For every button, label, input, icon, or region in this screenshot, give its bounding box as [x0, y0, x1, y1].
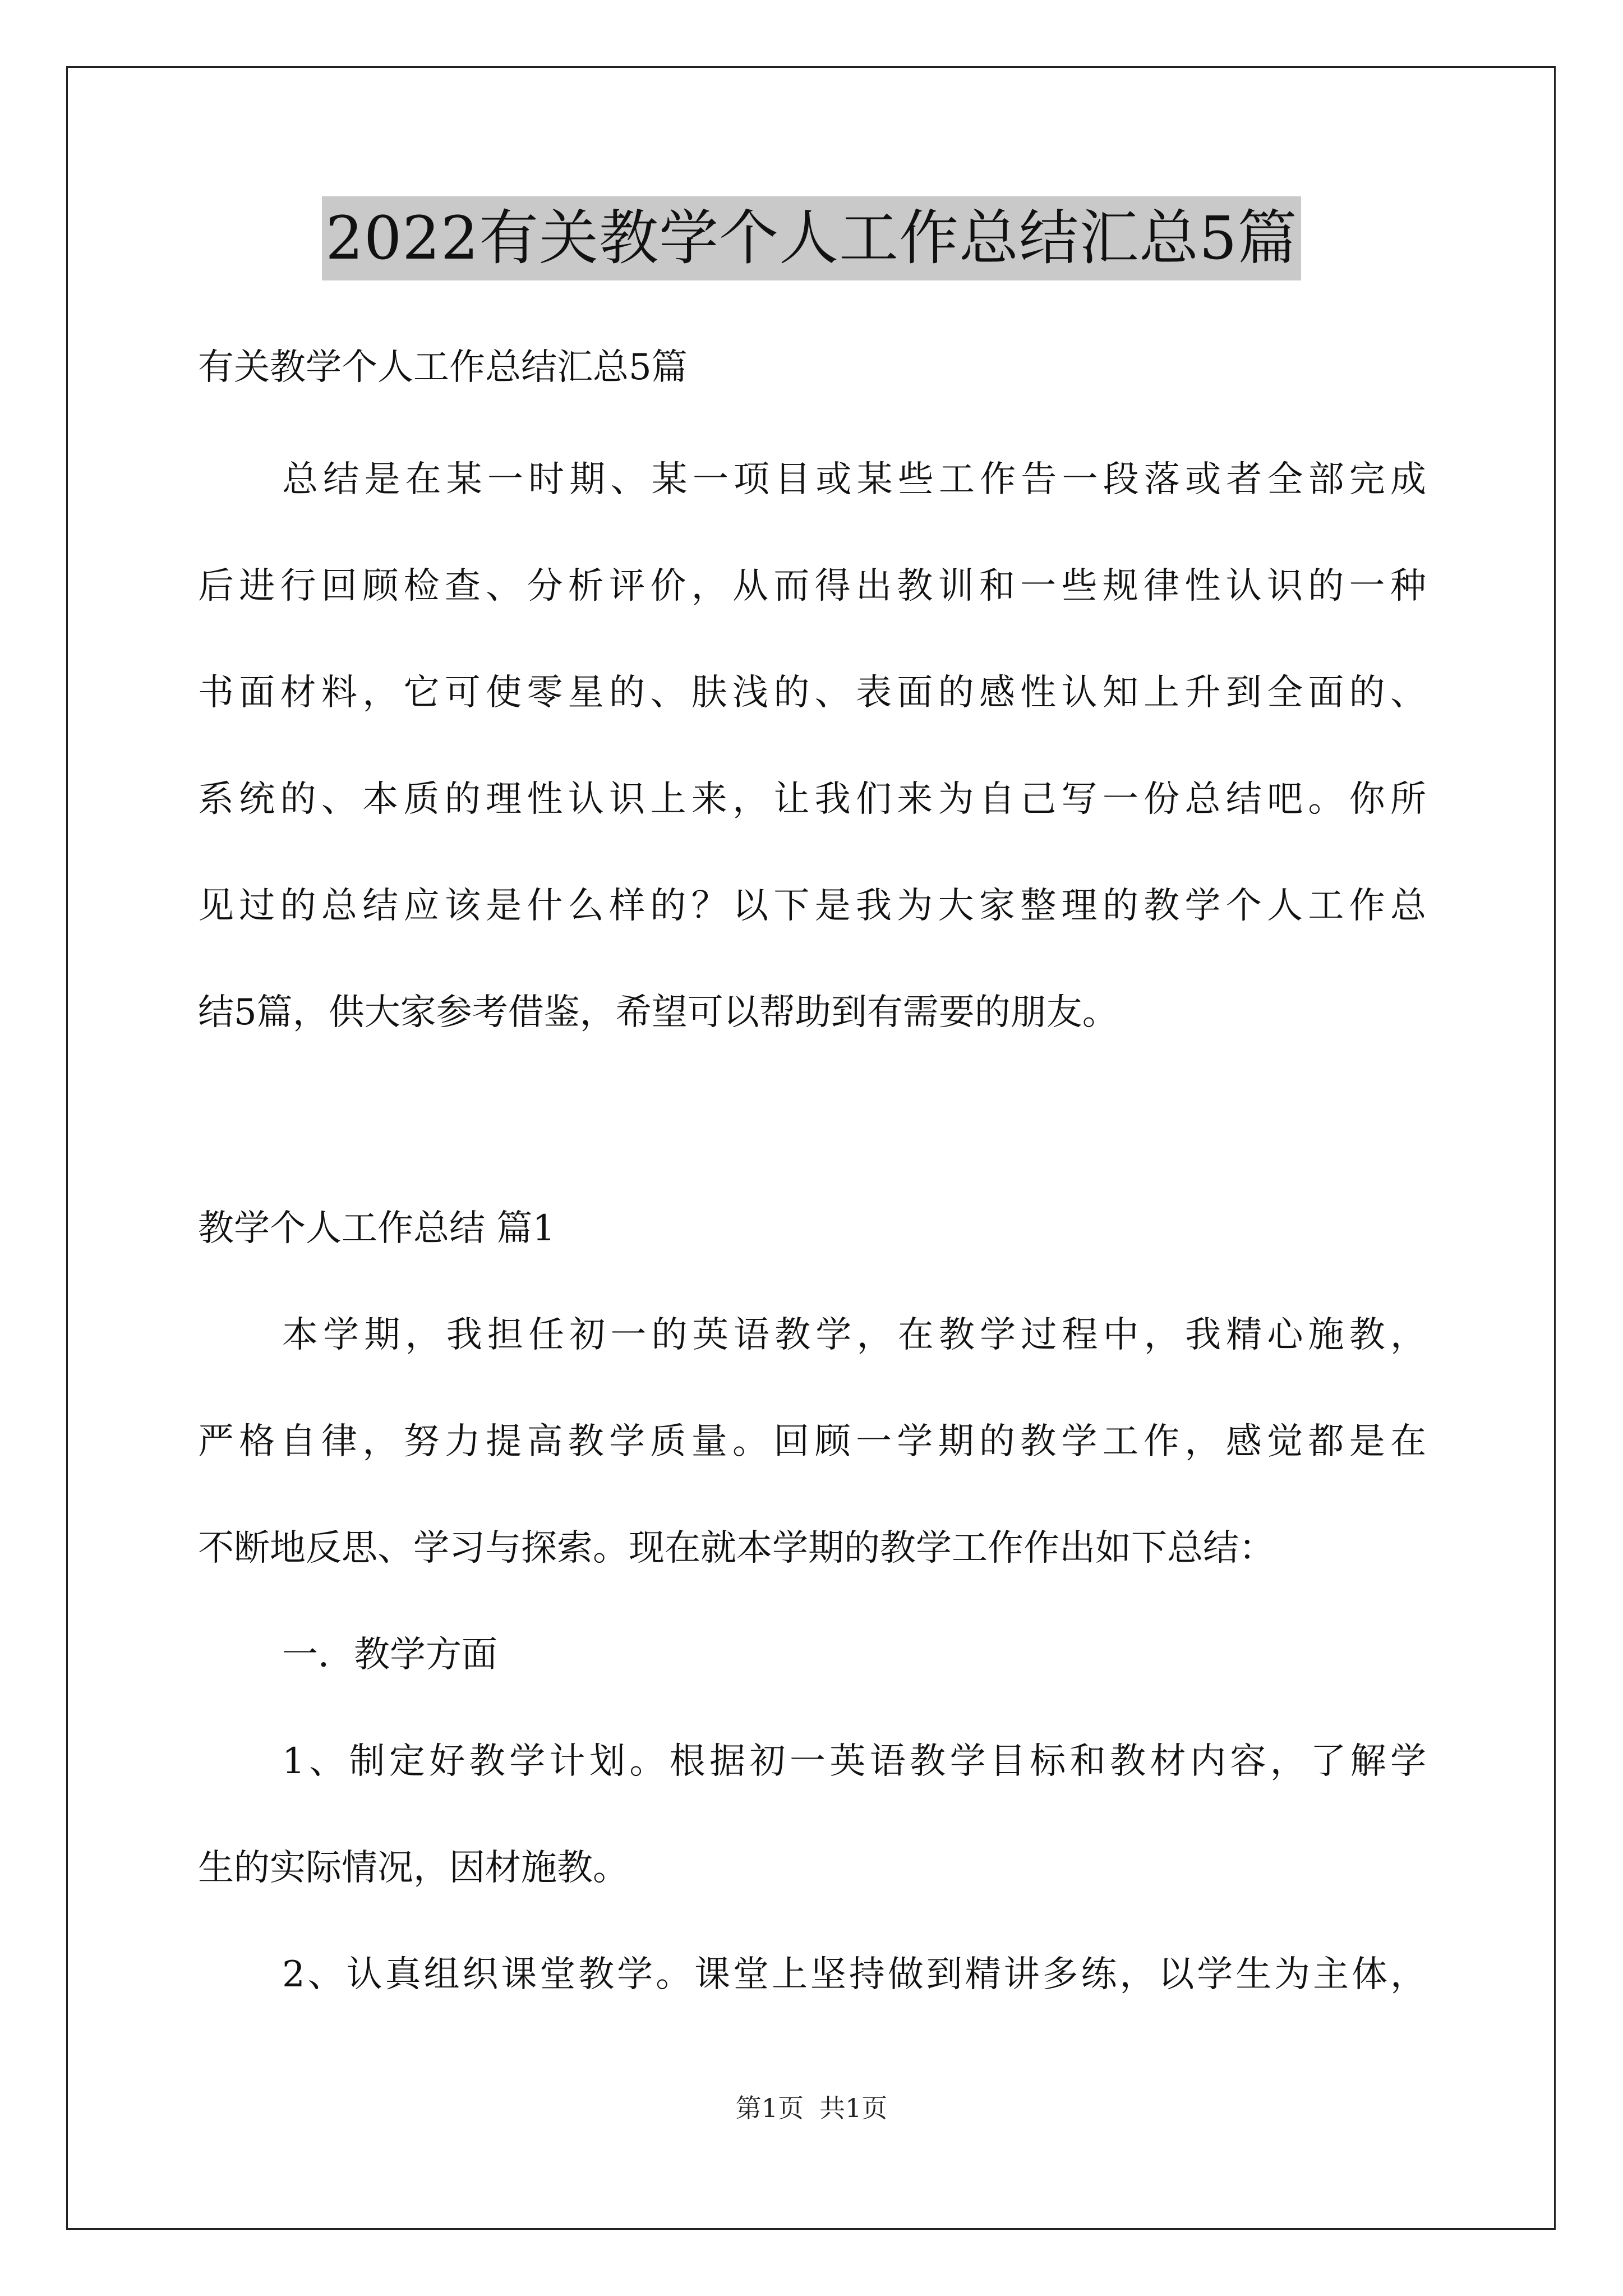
- page-current: 第1页: [735, 2093, 804, 2123]
- page-total: 共1页: [819, 2093, 888, 2123]
- section-paragraph-line: 不断地反思、学习与探索。现在就本学期的教学工作作出如下总结：: [198, 1527, 1275, 1569]
- intro-line: 见过的总结应该是什么样的？以下是我为大家整理的教学个人工作总: [198, 885, 1426, 927]
- subheading-teaching: 一．教学方面: [282, 1634, 497, 1676]
- title-container: [0, 196, 1623, 280]
- section-paragraph-line: 本学期，我担任初一的英语教学，在教学过程中，我精心施教，: [282, 1314, 1426, 1356]
- section-heading: 教学个人工作总结 篇1: [198, 1208, 556, 1249]
- intro-line: 书面材料，它可使零星的、肤浅的、表面的感性认知上升到全面的、: [198, 672, 1426, 714]
- section-paragraph-line: 严格自律，努力提高教学质量。回顾一学期的教学工作，感觉都是在: [198, 1421, 1426, 1462]
- intro-line: 总结是在某一时期、某一项目或某些工作告一段落或者全部完成: [282, 459, 1426, 500]
- intro-line: 系统的、本质的理性认识上来，让我们来为自己写一份总结吧。你所: [198, 779, 1426, 820]
- item-line: 生的实际情况，因材施教。: [198, 1847, 629, 1889]
- document-title: 2022有关教学个人工作总结汇总5篇: [322, 196, 1301, 280]
- page-footer: [0, 2091, 1623, 2125]
- document-subtitle: 有关教学个人工作总结汇总5篇: [198, 347, 688, 388]
- intro-line: 结5篇，供大家参考借鉴，希望可以帮助到有需要的朋友。: [198, 992, 1118, 1033]
- item-line: 1、制定好教学计划。根据初一英语教学目标和教材内容，了解学: [282, 1741, 1426, 1782]
- item-line: 2、认真组织课堂教学。课堂上坚持做到精讲多练，以学生为主体，: [282, 1954, 1426, 1995]
- intro-line: 后进行回顾检查、分析评价，从而得出教训和一些规律性认识的一种: [198, 565, 1426, 607]
